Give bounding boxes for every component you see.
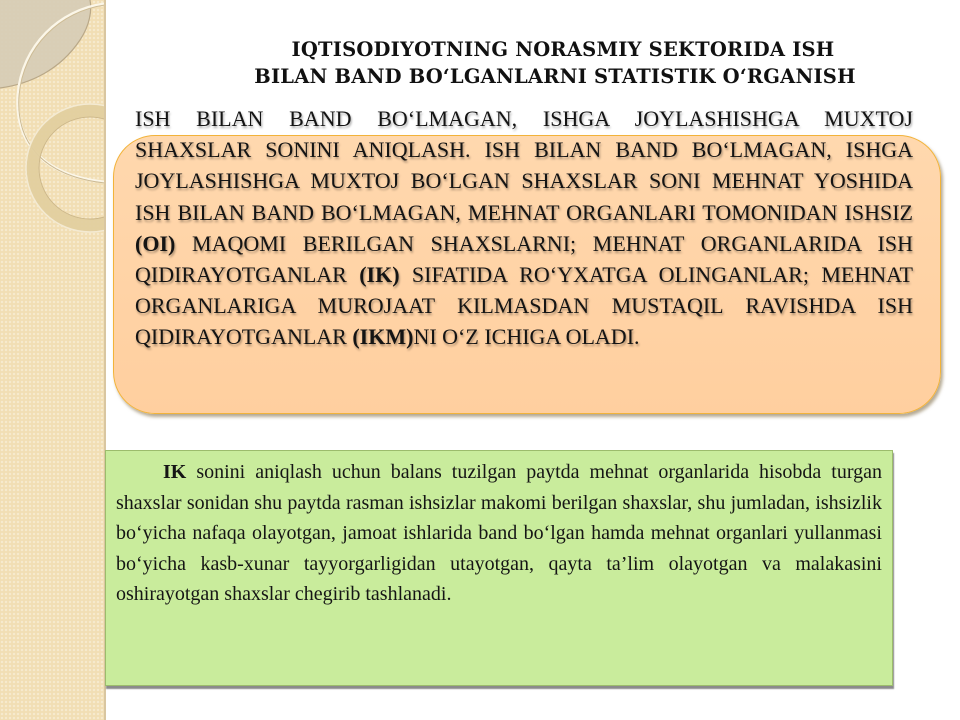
orange-callout-text xyxy=(135,103,913,353)
abbr-ikm: (IKM) xyxy=(352,324,414,350)
decorative-rings-icon xyxy=(0,0,104,720)
slide-title xyxy=(150,36,960,90)
orange-text-part-3: SIFATIDA RO‘YXATGA OLINGANLAR; MEHNAT ORGANLARIGA MUROJAAT KILMASDAN MUSTAQIL RAVISHDA ISH QIDIRAYOTGANLAR xyxy=(135,262,913,350)
orange-text-part-2: MAQOMI BERILGAN SHAXSLARNI; MEHNAT ORGANLARIDA ISH QIDIRAYOTGANLAR xyxy=(135,230,913,288)
title-line-2: BILAN BAND BO‘LGANLARNI STATISTIK O‘RGANISH xyxy=(254,65,856,88)
abbr-oi: (OI) xyxy=(135,230,176,256)
green-note-body: sonini aniqlash uchun balans tuzilgan paytda mehnat organlarida hisobda turgan shaxslar sonidan shu paytda rasman ishsizlar makomi berilgan shaxslar, shu jumladan, ishsizlik bo‘yicha nafaqa olayotgan, jamoat ishlarida band bo‘lgan hamda mehnat organlari yullanmasi bo‘yicha kasb-xunar tayyorgarligidan utayotgan, qayta ta’lim olayotgan va malakasini oshirayotgan shaxslar chegirib tashlanadi. xyxy=(116,461,882,605)
decorative-side-panel xyxy=(0,0,106,720)
lead-term-ik: IK xyxy=(163,461,187,483)
orange-text-part-4: NI O‘Z ICHIGA OLADI. xyxy=(413,324,640,350)
green-note-text xyxy=(116,457,882,610)
abbr-ik: (IK) xyxy=(359,262,400,288)
title-line-1: IQTISODIYOTNING NORASMIY SEKTORIDA ISH xyxy=(291,38,835,61)
orange-text-part-1: ISH BILAN BAND BO‘LMAGAN, ISHGA JOYLASHISHGA MUXTOJ SHAXSLAR SONINI ANIQLASH. ISH BILAN BAND BO‘LMAGAN, ISHGA JOYLASHISHGA MUXTOJ BO‘LGAN SHAXSLAR SONI MEHNAT YOSHIDA ISH BILAN BAND BO‘LMAGAN, MEHNAT ORGANLARI TOMONIDAN ISHSIZ xyxy=(135,106,913,225)
